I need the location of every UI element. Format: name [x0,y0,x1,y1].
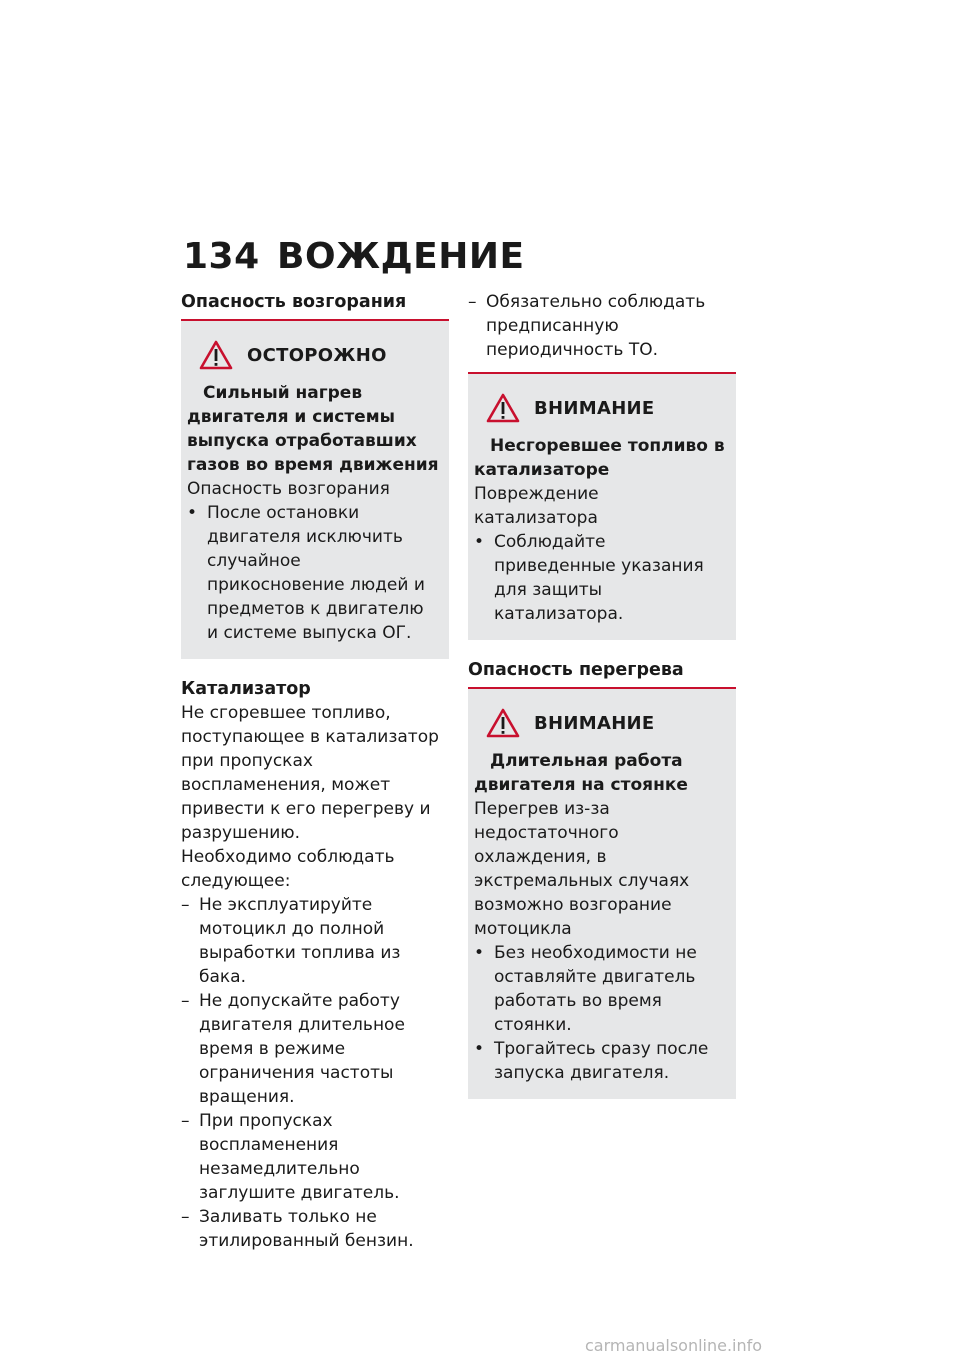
attention-signal [474,703,726,743]
attention-title: Длительная работа двигателя на стоянке [474,751,688,795]
page-number: 134 [183,236,260,277]
attention-box-catalyst [468,374,736,640]
warning-triangle-icon [486,393,520,423]
left-column [181,290,449,1253]
catalyst-text: Не сгоревшее топливо, поступающее в катализатор при пропусках воспламенения, может привести к его перегреву и разрушению. [181,703,439,843]
warning-triangle-icon [199,340,233,370]
right-column [468,290,736,1099]
list-item: – Не допускайте работу двигателя длительное время в режиме ограничения частоты вращения. [181,991,405,1107]
page-header [183,236,525,277]
attention-box-overheat [468,689,736,1099]
caution-signal [187,335,439,375]
list-item: – Не эксплуатируйте мотоцикл до полной выработки топлива из бака. [181,895,401,987]
attention-subtitle: Перегрев из-за недостаточного охлаждения, в экстремальных случаях возможно возгорание мотоцикла [474,799,690,939]
watermark: carmanualsonline.info [585,1336,763,1355]
list-item: • Соблюдайте приведенные указания для защиты катализатора. [474,532,704,624]
signal-word: ОСТОРОЖНО [247,344,387,366]
list-item: – Заливать только не этилированный бензин. [181,1207,414,1251]
list-item: – При пропусках воспламенения незамедлительно заглушите двигатель. [181,1111,400,1203]
overheat-heading: Опасность перегрева [468,660,684,680]
attention-title: Несгоревшее топливо в катализаторе [474,436,725,480]
attention-subtitle: Повреждение катализатора [474,484,599,528]
caution-box [181,321,449,659]
section-title: ВОЖДЕНИЕ [277,236,525,277]
list-item: • После остановки двигателя исключить случайное прикосновение людей и предметов к двигателю и системе выпуска ОГ. [187,503,425,643]
list-item: – Обязательно соблюдать предписанную периодичность ТО. [468,292,706,360]
caution-subtitle: Опасность возгорания [187,479,390,499]
list-item: • Трогайтесь сразу после запуска двигателя. [474,1039,709,1083]
caution-title: Сильный нагрев двигателя и системы выпуска отработавших газов во время движения [187,383,439,475]
required-text: Необходимо соблюдать следующее: [181,847,395,891]
signal-word: ВНИМАНИЕ [534,712,655,734]
fire-heading: Опасность возгорания [181,292,407,312]
catalyst-heading: Катализатор [181,679,311,699]
signal-word: ВНИМАНИЕ [534,397,655,419]
attention-signal [474,388,726,428]
list-item: • Без необходимости не оставляйте двигатель работать во время стоянки. [474,943,697,1035]
warning-triangle-icon [486,708,520,738]
